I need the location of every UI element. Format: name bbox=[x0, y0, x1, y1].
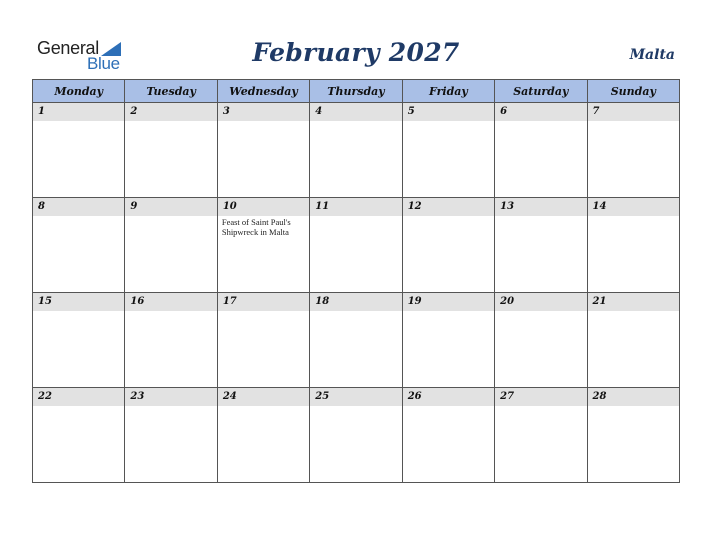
day-number: 25 bbox=[310, 388, 401, 406]
day-number: 20 bbox=[495, 293, 586, 311]
day-cell[interactable] bbox=[587, 293, 679, 388]
country-label: Malta bbox=[629, 47, 675, 63]
day-cell[interactable] bbox=[402, 103, 494, 198]
day-cell[interactable] bbox=[217, 293, 309, 388]
day-cell[interactable] bbox=[402, 198, 494, 293]
week-row bbox=[33, 198, 680, 293]
weekday-header: Sunday bbox=[587, 80, 679, 103]
day-number: 10 bbox=[218, 198, 309, 216]
day-cell[interactable] bbox=[495, 103, 587, 198]
day-number: 22 bbox=[33, 388, 124, 406]
day-cell[interactable] bbox=[33, 293, 125, 388]
day-number: 9 bbox=[125, 198, 216, 216]
day-cell[interactable] bbox=[495, 388, 587, 483]
day-number: 7 bbox=[588, 103, 679, 121]
day-number: 15 bbox=[33, 293, 124, 311]
week-row bbox=[33, 388, 680, 483]
day-number: 16 bbox=[125, 293, 216, 311]
weekday-header: Saturday bbox=[495, 80, 587, 103]
day-cell[interactable] bbox=[495, 293, 587, 388]
day-cell[interactable] bbox=[310, 198, 402, 293]
weekday-header: Monday bbox=[33, 80, 125, 103]
day-cell[interactable] bbox=[310, 103, 402, 198]
weekday-header: Wednesday bbox=[217, 80, 309, 103]
calendar-body bbox=[33, 103, 680, 483]
day-cell[interactable] bbox=[402, 388, 494, 483]
day-number: 4 bbox=[310, 103, 401, 121]
day-number: 19 bbox=[403, 293, 494, 311]
week-row bbox=[33, 103, 680, 198]
day-cell[interactable] bbox=[33, 198, 125, 293]
day-number: 17 bbox=[218, 293, 309, 311]
day-cell[interactable] bbox=[33, 103, 125, 198]
day-number: 6 bbox=[495, 103, 586, 121]
day-number: 1 bbox=[33, 103, 124, 121]
day-number: 13 bbox=[495, 198, 586, 216]
day-cell[interactable] bbox=[310, 293, 402, 388]
day-number: 8 bbox=[33, 198, 124, 216]
day-number: 27 bbox=[495, 388, 586, 406]
day-cell[interactable] bbox=[587, 388, 679, 483]
weekday-header-row bbox=[33, 80, 680, 103]
day-number: 14 bbox=[588, 198, 679, 216]
day-number: 12 bbox=[403, 198, 494, 216]
day-cell[interactable] bbox=[310, 388, 402, 483]
day-number: 5 bbox=[403, 103, 494, 121]
calendar-grid bbox=[32, 79, 680, 483]
day-cell[interactable] bbox=[125, 103, 217, 198]
day-cell[interactable] bbox=[217, 103, 309, 198]
week-row bbox=[33, 293, 680, 388]
day-cell[interactable] bbox=[217, 198, 309, 293]
day-cell[interactable] bbox=[33, 388, 125, 483]
logo-blue-text: Blue bbox=[87, 54, 120, 73]
day-cell[interactable] bbox=[217, 388, 309, 483]
day-number: 23 bbox=[125, 388, 216, 406]
day-number: 24 bbox=[218, 388, 309, 406]
day-number: 11 bbox=[310, 198, 401, 216]
logo-general-text: General bbox=[37, 38, 99, 58]
holiday-event: Feast of Saint Paul's Shipwreck in Malta bbox=[221, 217, 291, 237]
weekday-header: Friday bbox=[402, 80, 494, 103]
weekday-header: Thursday bbox=[310, 80, 402, 103]
day-number: 28 bbox=[588, 388, 679, 406]
day-cell[interactable] bbox=[125, 198, 217, 293]
day-number: 26 bbox=[403, 388, 494, 406]
day-cell[interactable] bbox=[402, 293, 494, 388]
day-number: 2 bbox=[125, 103, 216, 121]
day-number: 18 bbox=[310, 293, 401, 311]
day-cell[interactable] bbox=[125, 293, 217, 388]
day-cell[interactable] bbox=[125, 388, 217, 483]
day-number: 21 bbox=[588, 293, 679, 311]
weekday-header: Tuesday bbox=[125, 80, 217, 103]
day-cell[interactable] bbox=[587, 198, 679, 293]
page-title: February 2027 bbox=[252, 38, 460, 67]
day-cell[interactable] bbox=[495, 198, 587, 293]
day-cell[interactable] bbox=[587, 103, 679, 198]
day-number: 3 bbox=[218, 103, 309, 121]
